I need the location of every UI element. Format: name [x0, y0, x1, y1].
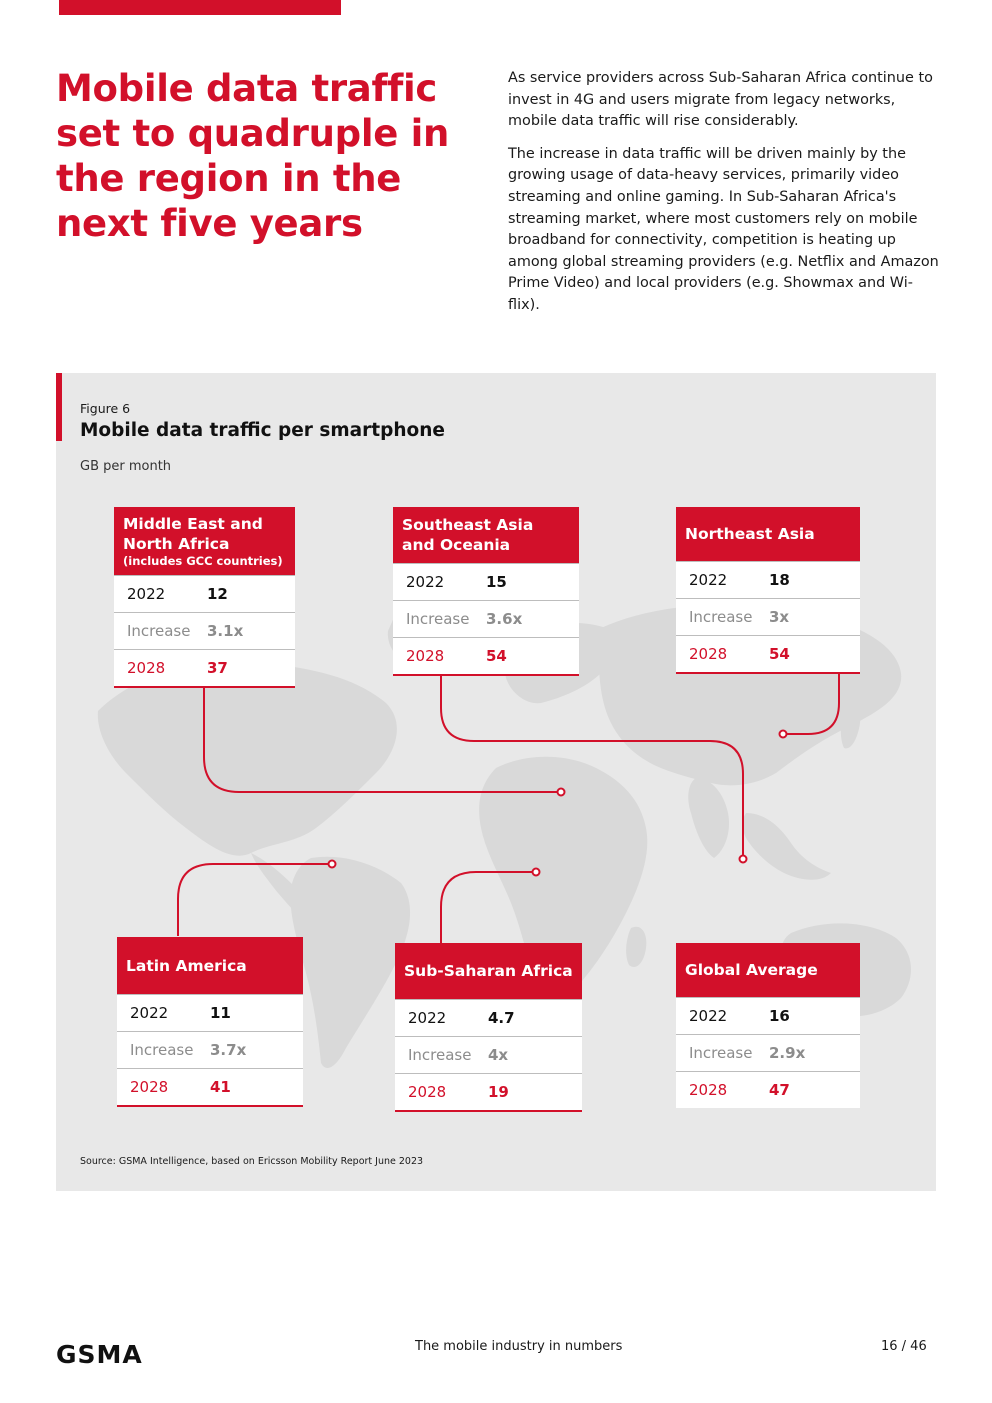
row-2022: [393, 563, 579, 600]
region-card-header: [676, 507, 860, 561]
row-label: Increase: [689, 608, 753, 626]
row-label: 2028: [130, 1078, 169, 1096]
map-madagascar: [626, 927, 646, 967]
region-card-northeast-asia: [676, 507, 860, 674]
value-increase: 3.6x: [486, 610, 523, 628]
row-2022: [676, 997, 860, 1034]
figure-accent-bar: [56, 373, 62, 441]
marker-sub-saharan-africa: [533, 869, 540, 876]
row-increase: [395, 1036, 582, 1073]
row-label: 2028: [127, 659, 166, 677]
figure-title: Mobile data traffic per smartphone: [80, 420, 445, 441]
row-label: Increase: [689, 1044, 753, 1062]
map-north-america: [98, 660, 397, 855]
row-increase: [676, 598, 860, 635]
value-increase: 3x: [769, 608, 790, 626]
row-2028: [395, 1073, 582, 1110]
map-south-america: [290, 857, 410, 1068]
row-label: 2022: [689, 571, 728, 589]
top-accent-bar: [59, 0, 341, 15]
row-label: Increase: [406, 610, 470, 628]
value-2028: 19: [488, 1083, 509, 1101]
row-2022: [395, 999, 582, 1036]
row-label: 2028: [406, 647, 445, 665]
row-2022: [676, 561, 860, 598]
value-2022: 12: [207, 585, 228, 603]
value-2028: 37: [207, 659, 228, 677]
intro-paragraph-2: The increase in data traffic will be driven mainly by the growing usage of data-heavy services, primarily video streaming and online gaming. In Sub-Saharan Africa's streaming market, where most customers rely on mobile broadband for connectivity, competition is heating up among global streaming providers (e.g. Netflix and Amazon Prime Video) and local providers (e.g. Showmax and Wi-flix).: [508, 145, 939, 313]
intro-text: [508, 68, 940, 328]
figure-source: Source: GSMA Intelligence, based on Ericsson Mobility Report June 2023: [80, 1156, 424, 1167]
map-india: [688, 778, 729, 858]
region-card-header: [117, 937, 303, 994]
row-2028: [676, 635, 860, 672]
region-name: Latin America: [126, 956, 247, 975]
value-increase: 2.9x: [769, 1044, 806, 1062]
region-card-southeast-asia: [393, 507, 579, 676]
region-card-header: [114, 507, 295, 575]
region-card-mena: [114, 507, 295, 688]
value-2028: 41: [210, 1078, 231, 1096]
region-name: Southeast Asia and Oceania: [402, 516, 534, 554]
marker-mena: [558, 789, 565, 796]
region-card-header: [393, 507, 579, 563]
value-2022: 18: [769, 571, 790, 589]
region-name: Northeast Asia: [685, 525, 815, 543]
value-2022: 4.7: [488, 1009, 515, 1027]
value-2022: 16: [769, 1007, 790, 1025]
gsma-logo: GSMA: [56, 1340, 143, 1369]
region-card-header: [395, 943, 582, 999]
marker-northeast-asia: [780, 731, 787, 738]
row-label: Increase: [127, 622, 191, 640]
value-increase: 4x: [488, 1046, 509, 1064]
row-label: 2022: [689, 1007, 728, 1025]
row-label: 2028: [689, 1081, 728, 1099]
row-label: 2028: [408, 1083, 447, 1101]
row-2028: [114, 649, 295, 686]
region-card-latin-america: [117, 937, 303, 1107]
value-2022: 15: [486, 573, 507, 591]
region-card-sub-saharan-africa: [395, 943, 582, 1112]
row-label: 2022: [406, 573, 445, 591]
row-increase: [676, 1034, 860, 1071]
row-2028: [676, 1071, 860, 1108]
figure-panel: [56, 373, 936, 1191]
region-name: Sub-Saharan Africa: [404, 962, 573, 980]
value-increase: 3.7x: [210, 1041, 247, 1059]
page-number: 16 / 46: [881, 1339, 927, 1354]
region-card-global-average: [676, 943, 860, 1108]
row-label: Increase: [408, 1046, 472, 1064]
region-name: Global Average: [685, 961, 818, 979]
row-label: Increase: [130, 1041, 194, 1059]
intro-paragraph-1: As service providers across Sub-Saharan Africa continue to invest in 4G and users migrate from legacy networks, mobile data traffic will rise considerably.: [508, 70, 933, 130]
map-southeast-asia: [743, 813, 831, 880]
footer-title: The mobile industry in numbers: [415, 1339, 623, 1354]
figure-unit: GB per month: [80, 459, 172, 474]
value-2028: 47: [769, 1081, 790, 1099]
row-label: 2022: [408, 1009, 447, 1027]
value-2022: 11: [210, 1004, 231, 1022]
row-2022: [117, 994, 303, 1031]
row-increase: [393, 600, 579, 637]
row-2028: [117, 1068, 303, 1105]
value-2028: 54: [769, 645, 790, 663]
row-2028: [393, 637, 579, 674]
row-label: 2022: [127, 585, 166, 603]
value-2028: 54: [486, 647, 507, 665]
marker-latin-america: [329, 861, 336, 868]
page-headline: Mobile data traffic set to quadruple in the region in the next five years: [56, 67, 450, 245]
region-note: (includes GCC countries): [123, 554, 283, 568]
region-card-header: [676, 943, 860, 997]
figure-label: Figure 6: [80, 401, 131, 416]
region-name: Middle East and North Africa: [123, 515, 263, 553]
row-2022: [114, 575, 295, 612]
row-increase: [117, 1031, 303, 1068]
row-label: 2028: [689, 645, 728, 663]
row-label: 2022: [130, 1004, 169, 1022]
value-increase: 3.1x: [207, 622, 244, 640]
row-increase: [114, 612, 295, 649]
marker-southeast-asia: [740, 856, 747, 863]
